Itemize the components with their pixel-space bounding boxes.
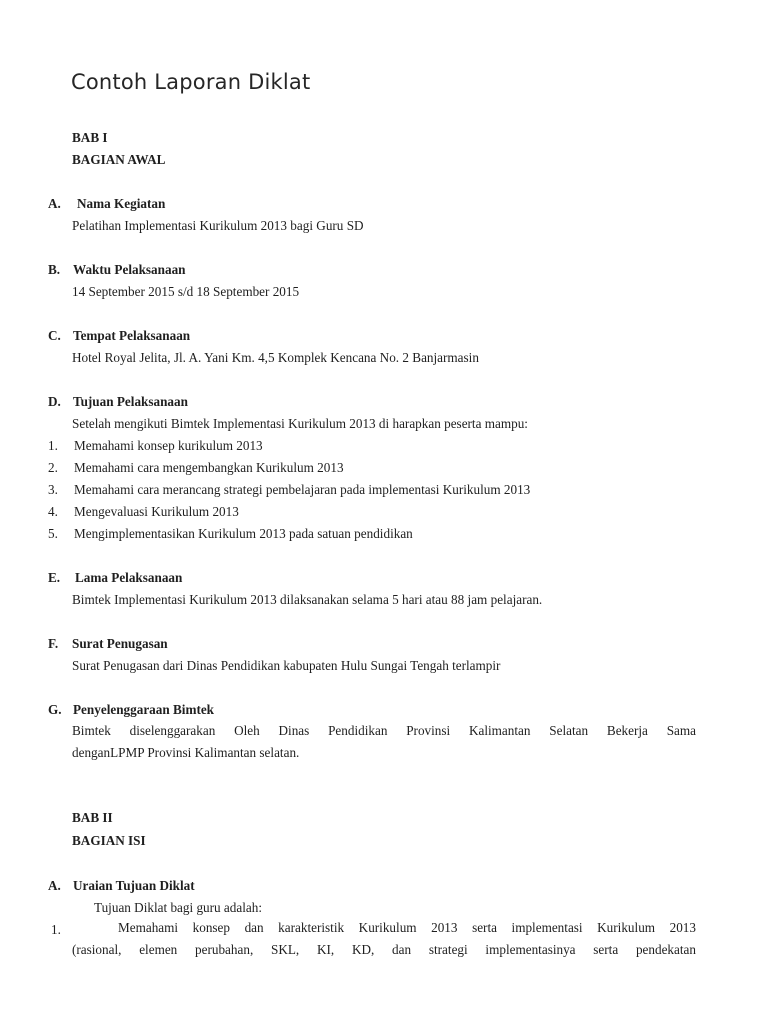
section-g-text-line2: denganLPMP Provinsi Kalimantan selatan. bbox=[72, 745, 300, 760]
list-item-number: 5. bbox=[48, 526, 58, 541]
list-item-number: 2. bbox=[48, 460, 58, 475]
section-g-text-line1: Bimtek diselenggarakan Oleh Dinas Pendidikan Provinsi Kalimantan Selatan Bekerja Sama bbox=[72, 723, 696, 738]
section-e-heading: Lama Pelaksanaan bbox=[75, 570, 183, 585]
list-item: Mengevaluasi Kurikulum 2013 bbox=[74, 504, 239, 519]
section-c-heading: Tempat Pelaksanaan bbox=[73, 328, 191, 343]
section-g-letter: G. bbox=[48, 702, 62, 717]
section-d-intro: Setelah mengikuti Bimtek Implementasi Kurikulum 2013 di harapkan peserta mampu: bbox=[72, 416, 528, 431]
bab2-label: BAB II bbox=[72, 810, 113, 825]
list-item-number: 4. bbox=[48, 504, 58, 519]
section-a-text: Pelatihan Implementasi Kurikulum 2013 bagi Guru SD bbox=[72, 218, 364, 233]
list-item: Memahami cara merancang strategi pembelajaran pada implementasi Kurikulum 2013 bbox=[74, 482, 531, 497]
section-c-letter: C. bbox=[48, 328, 61, 343]
section-e-text: Bimtek Implementasi Kurikulum 2013 dilaksanakan selama 5 hari atau 88 jam pelajaran. bbox=[72, 592, 543, 607]
isi-a-intro: Tujuan Diklat bagi guru adalah: bbox=[94, 900, 262, 915]
list-item: Memahami cara mengembangkan Kurikulum 2013 bbox=[74, 460, 344, 475]
section-b-letter: B. bbox=[48, 262, 61, 277]
section-a-heading: Nama Kegiatan bbox=[77, 196, 166, 211]
section-f-letter: F. bbox=[48, 636, 59, 651]
isi-item-text-line2: (rasional, elemen perubahan, SKL, KI, KD, dan strategi implementasinya serta pendekatan bbox=[72, 942, 696, 957]
bab1-title: BAGIAN AWAL bbox=[72, 152, 166, 167]
bab1-label: BAB I bbox=[72, 130, 108, 145]
section-a-letter: A. bbox=[48, 196, 61, 211]
section-f-text: Surat Penugasan dari Dinas Pendidikan kabupaten Hulu Sungai Tengah terlampir bbox=[72, 658, 501, 673]
section-g-heading: Penyelenggaraan Bimtek bbox=[73, 702, 215, 717]
list-item: Mengimplementasikan Kurikulum 2013 pada satuan pendidikan bbox=[74, 526, 413, 541]
list-item-number: 1. bbox=[48, 438, 58, 453]
section-f-heading: Surat Penugasan bbox=[72, 636, 168, 651]
isi-item-text-line1: Memahami konsep dan karakteristik Kurikulum 2013 serta implementasi Kurikulum 2013 bbox=[118, 920, 696, 935]
isi-a-heading: Uraian Tujuan Diklat bbox=[73, 878, 195, 893]
bab2-title: BAGIAN ISI bbox=[72, 833, 146, 848]
list-item-number: 3. bbox=[48, 482, 58, 497]
page-title: Contoh Laporan Diklat bbox=[71, 70, 311, 94]
isi-a-letter: A. bbox=[48, 878, 61, 893]
section-d-heading: Tujuan Pelaksanaan bbox=[73, 394, 188, 409]
section-d-letter: D. bbox=[48, 394, 61, 409]
section-b-text: 14 September 2015 s/d 18 September 2015 bbox=[72, 284, 300, 299]
list-item: Memahami konsep kurikulum 2013 bbox=[74, 438, 263, 453]
section-e-letter: E. bbox=[48, 570, 61, 585]
section-c-text: Hotel Royal Jelita, Jl. A. Yani Km. 4,5 Komplek Kencana No. 2 Banjarmasin bbox=[72, 350, 479, 365]
section-b-heading: Waktu Pelaksanaan bbox=[73, 262, 186, 277]
isi-item-number: 1. bbox=[51, 922, 61, 937]
